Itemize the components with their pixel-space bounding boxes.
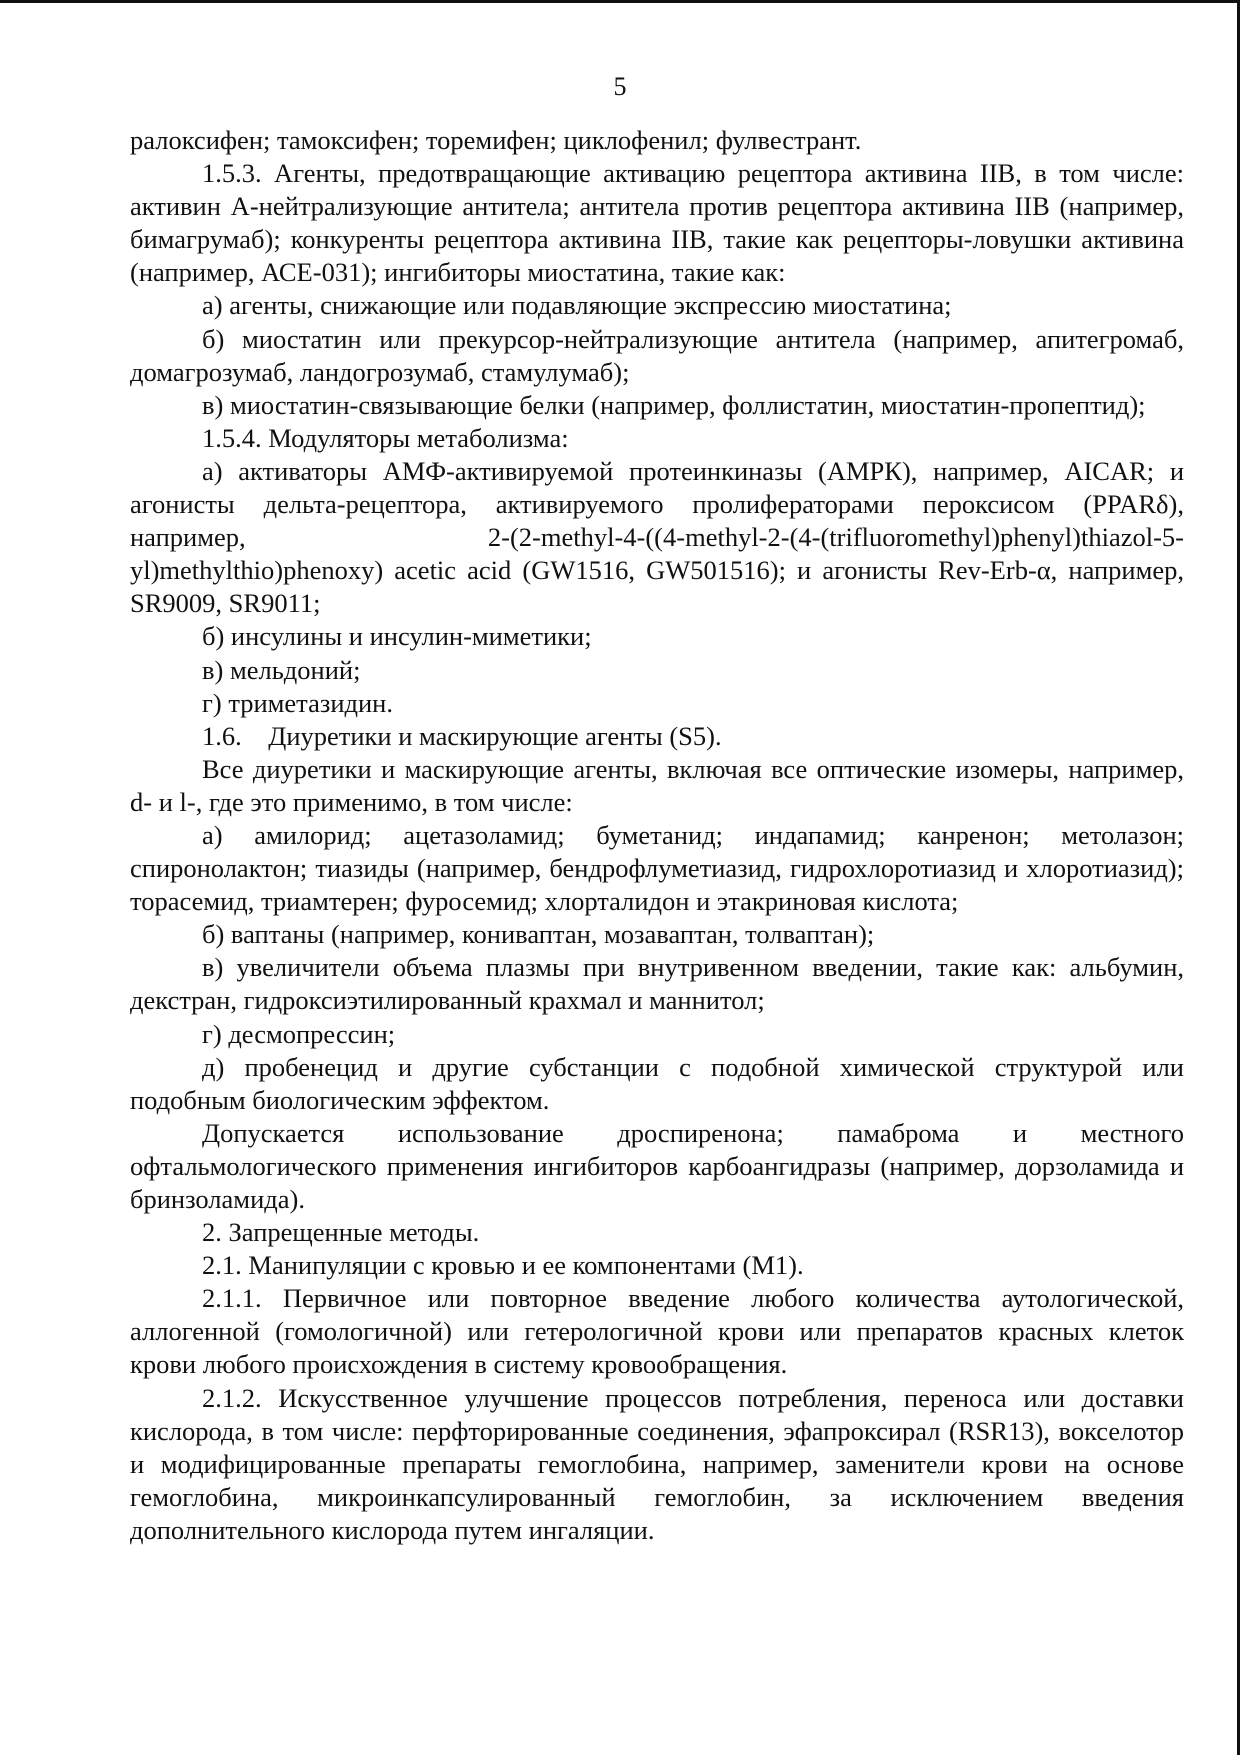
paragraph-item-b-vaptans: б) ваптаны (например, кониваптан, мозаваптан, толваптан);: [202, 919, 875, 950]
paragraph-item-g-desmopressin: г) десмопрессин;: [202, 1018, 396, 1049]
paragraph-item-g-trimetazidine: г) триметазидин.: [202, 687, 393, 718]
paragraph-diuretics-intro: Все диуретики и маскирующие агенты, включая все оптические изомеры, например, d- и l-, где это применимо, в том числе:: [130, 753, 1184, 817]
paragraph-item-v-plasma-expanders: в) увеличители объема плазмы при внутривенном введении, такие как: альбумин, декстран, гидроксиэтилированный крахмал и маннитол;: [130, 952, 1184, 1016]
paragraph-item-a-myostatin-expression: а) агенты, снижающие или подавляющие экспрессию миостатина;: [202, 290, 952, 321]
page-number: 5: [613, 72, 627, 101]
paragraph-item-b-myostatin-antibodies: б) миостатин или прекурсор-нейтрализующие антитела (например, апитегромаб, домагрозумаб, ландогрозумаб, стамулумаб);: [130, 323, 1184, 387]
paragraph-2-1-blood-manipulation: 2.1. Манипуляции с кровью и ее компонентами (М1).: [202, 1250, 804, 1281]
document-body: [130, 124, 1184, 1547]
paragraph-1-5-3-activin-agents: 1.5.3. Агенты, предотвращающие активацию рецептора активина IIB, в том числе: активин А-нейтрализующие антитела; антитела против рецептора активина IIB (например, бимагрумаб); конкуренты рецептора активина IIB, такие как рецепторы-ловушки активина (например, АСЕ-031); ингибиторы миостатина, такие как:: [130, 158, 1184, 288]
paragraph-permitted-exceptions: Допускается использование дроспиренона; памаброма и местного офтальмологического применения ингибиторов карбоангидразы (например, дорзоламида и бринзоламида).: [130, 1117, 1184, 1214]
paragraph-2-1-2-oxygen-enhancement: 2.1.2. Искусственное улучшение процессов потребления, переноса или доставки кислорода, в том числе: перфторированные соединения, эфапроксирал (RSR13), вокселотор и модифицированные препараты гемоглобина, например, заменители крови на основе гемоглобина, микроинкапсулированный гемоглобин, за исключением введения дополнительного кислорода путем ингаляции.: [130, 1382, 1184, 1545]
paragraph-item-v-meldonium: в) мельдоний;: [202, 654, 361, 685]
paragraph-1-6-diuretics-heading: 1.6. Диуретики и маскирующие агенты (S5).: [202, 720, 722, 751]
paragraph-2-prohibited-methods: 2. Запрещенные методы.: [202, 1217, 480, 1248]
paragraph-1-5-4-metabolic-modulators: 1.5.4. Модуляторы метаболизма:: [202, 422, 569, 453]
paragraph-item-d-probenecid: д) пробенецид и другие субстанции с подобной химической структурой или подобным биологическим эффектом.: [130, 1051, 1184, 1115]
paragraph-item-b-insulins: б) инсулины и инсулин-миметики;: [202, 621, 592, 652]
paragraph-item-v-myostatin-binding-proteins: в) миостатин-связывающие белки (например, фоллистатин, миостатин-пропептид);: [202, 389, 1146, 420]
paragraph-2-1-1-blood-administration: 2.1.1. Первичное или повторное введение любого количества аутологической, аллогенной (гомологичной) или гетерологичной крови или препаратов красных клеток крови любого происхождения в систему кровообращения.: [130, 1283, 1184, 1380]
paragraph-item-a-ampk-activators: а) активаторы АМФ-активируемой протеинкиназы (АМРК), например, AICAR; и агонисты дельта-рецептора, активируемого пролифераторами пероксисом (PPARδ), например, 2-(2-methyl-4-((4-methyl-2-(4-(trifluoromethyl)phenyl)thiazol-5-yl)methylthio)phenoxy) acetic acid (GW1516, GW501516); и агонисты Rev-Erb-α, например, SR9009, SR9011;: [130, 455, 1184, 619]
paragraph-serms-continuation: ралоксифен; тамоксифен; торемифен; циклофенил; фулвестрант.: [130, 125, 862, 155]
paragraph-item-a-diuretics-list: а) амилорид; ацетазоламид; буметанид; индапамид; канренон; метолазон; спиронолактон; тиазиды (например, бендрофлуметиазид, гидрохлоротиазид и хлоротиазид); торасемид, триамтерен; фуросемид; хлорталидон и этакриновая кислота;: [130, 819, 1184, 917]
